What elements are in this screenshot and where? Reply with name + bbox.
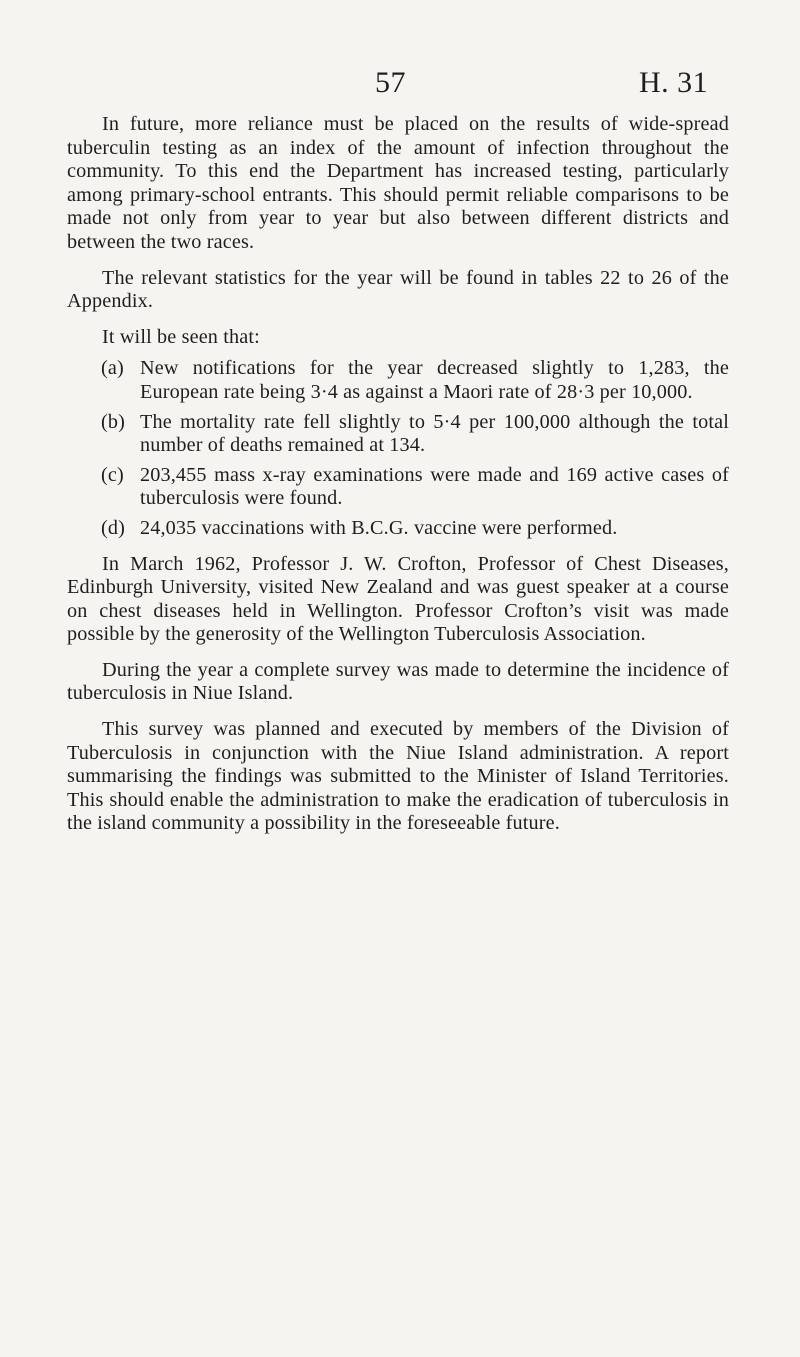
list-text: 24,035 vaccinations with B.C.G. vaccine were performed.: [140, 516, 618, 539]
list-text: New notifications for the year decreased slightly to 1,283, the European rate being 3·4 as against a Maori rate of 28·3 per 10,000.: [140, 357, 729, 403]
list-marker: (c): [101, 463, 124, 486]
list-item-a: [67, 357, 729, 404]
paragraph-crofton-visit: In March 1962, Professor J. W. Crofton, Professor of Chest Diseases, Edinburgh University, visited New Zealand and was guest speaker at a course on chest diseases held in Wellington. Professor Crofton’s visit was made possible by the generosity of the Wellington Tuberculosis Association.: [67, 552, 729, 646]
paragraph-tuberculin-testing: In future, more reliance must be placed on the results of wide-spread tuberculin testing as an index of the amount of infection throughout the community. To this end the Department has increased testing, particularly among primary-school entrants. This should permit reliable comparisons to be made not only from year to year but also between different districts and between the two races.: [67, 113, 729, 253]
list-text: 203,455 mass x-ray examinations were made and 169 active cases of tuberculosis were found.: [140, 463, 729, 510]
paragraph-niue-survey: During the year a complete survey was made to determine the incidence of tuberculosis in Niue Island.: [67, 658, 729, 705]
list-marker: (d): [101, 516, 125, 539]
list-item-b: [67, 411, 729, 458]
document-reference: H. 31: [639, 66, 709, 99]
list-item-d: [67, 517, 729, 541]
list-marker: (b): [101, 410, 125, 433]
paragraph-list-intro: It will be seen that:: [102, 325, 260, 348]
body-text: [67, 113, 729, 836]
paragraph-relevant-statistics: The relevant statistics for the year will be found in tables 22 to 26 of the Appendix.: [67, 266, 729, 313]
list-marker: (a): [101, 357, 124, 380]
list-text: The mortality rate fell slightly to 5·4 per 100,000 although the total number of deaths remained at 134.: [140, 410, 729, 457]
page-number: 57: [375, 66, 406, 99]
paragraph-survey-report: This survey was planned and executed by members of the Division of Tuberculosis in conjunction with the Niue Island administration. A report summarising the findings was submitted to the Minister of Island Territories. This should enable the administration to make the eradication of tuberculosis in the island community a possibility in the foreseeable future.: [67, 718, 729, 835]
list-item-c: [67, 464, 729, 511]
